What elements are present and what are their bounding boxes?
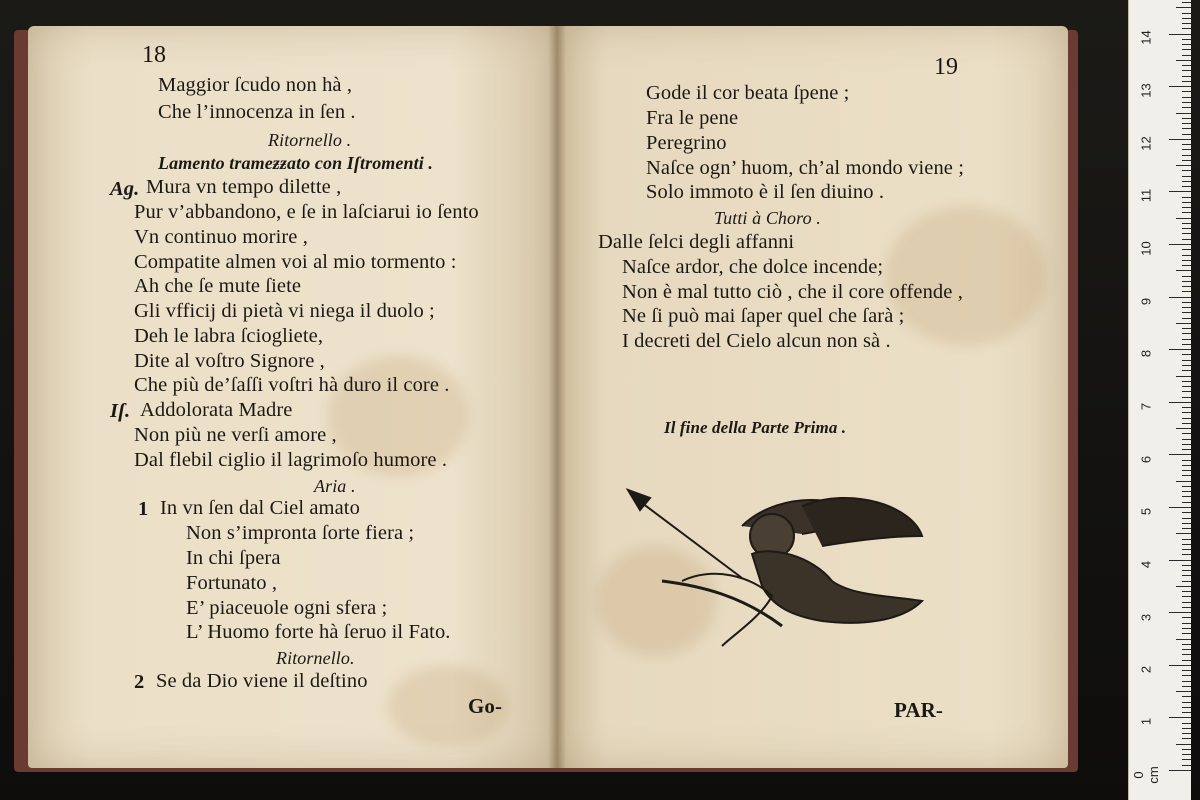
ruler-tick bbox=[1182, 55, 1191, 56]
ruler-tick bbox=[1182, 312, 1191, 313]
ruler-tick bbox=[1182, 570, 1191, 571]
ruler-tick bbox=[1182, 23, 1191, 24]
ruler-tick bbox=[1182, 70, 1191, 71]
ruler-mark: 8 bbox=[1138, 349, 1154, 358]
text-line: Gli vfficij di pietà vi niega il duolo ; bbox=[134, 300, 435, 322]
ruler-tick bbox=[1182, 512, 1191, 513]
stanza-number: 2 bbox=[134, 671, 145, 693]
ruler-tick bbox=[1182, 176, 1191, 177]
ruler-tick bbox=[1182, 160, 1191, 161]
ruler-tick bbox=[1182, 575, 1191, 576]
text-line: Che l’innocenza in ſen . bbox=[158, 101, 356, 123]
ruler-tick bbox=[1182, 738, 1191, 739]
ruler-tick bbox=[1182, 496, 1191, 497]
ruler-tick bbox=[1182, 186, 1191, 187]
ruler-tick bbox=[1182, 696, 1191, 697]
catchword: PAR- bbox=[894, 698, 943, 722]
text-line: Deh le labra ſciogliete, bbox=[134, 325, 324, 347]
text-line: Dite al voſtro Signore , bbox=[134, 350, 325, 372]
ruler-tick bbox=[1182, 607, 1191, 608]
text-line: Ne ſi può mai ſaper quel che ſarà ; bbox=[622, 305, 905, 327]
page-number-left: 18 bbox=[142, 42, 166, 68]
ruler-tick bbox=[1182, 223, 1191, 224]
text-line: In vn ſen dal Ciel amato bbox=[160, 497, 360, 519]
ruler-tick bbox=[1182, 265, 1191, 266]
ruler-tick bbox=[1182, 181, 1191, 182]
ruler-tick bbox=[1182, 381, 1191, 382]
ruler-tick bbox=[1182, 660, 1191, 661]
ruler-tick bbox=[1176, 323, 1191, 324]
ruler-tick bbox=[1182, 412, 1191, 413]
ruler-mark: 10 bbox=[1138, 241, 1154, 256]
ruler-tick bbox=[1182, 765, 1191, 766]
ruler-tick bbox=[1182, 233, 1191, 234]
ruler-tick bbox=[1169, 297, 1191, 298]
ruler-tick bbox=[1182, 444, 1191, 445]
ruler-tick bbox=[1182, 518, 1191, 519]
text-line: Naſce ogn’ huom, ch’al mondo viene ; bbox=[646, 157, 965, 179]
ruler-tick bbox=[1182, 733, 1191, 734]
ruler-mark: 1 bbox=[1138, 717, 1154, 726]
ruler-tick bbox=[1182, 118, 1191, 119]
text-line: I decreti del Cielo alcun non sà . bbox=[622, 330, 891, 352]
ruler-tick bbox=[1182, 528, 1191, 529]
ruler-tick bbox=[1182, 339, 1191, 340]
ruler-tick bbox=[1169, 770, 1191, 771]
ruler-tick bbox=[1182, 123, 1191, 124]
ruler-tick bbox=[1182, 602, 1191, 603]
text-line: E’ piaceuole ogni sfera ; bbox=[186, 597, 388, 619]
speaker-label: Iſ. bbox=[110, 400, 131, 422]
ruler-tick bbox=[1182, 681, 1191, 682]
ruler-tick bbox=[1182, 465, 1191, 466]
ruler-tick bbox=[1182, 623, 1191, 624]
ruler-tick bbox=[1182, 581, 1191, 582]
text-line: Peregrino bbox=[646, 132, 727, 154]
ruler-tick bbox=[1176, 376, 1191, 377]
ruler-tick bbox=[1182, 617, 1191, 618]
ruler-tick bbox=[1176, 744, 1191, 745]
ruler-tick bbox=[1182, 386, 1191, 387]
ruler-tick bbox=[1182, 149, 1191, 150]
ruler-tick bbox=[1182, 686, 1191, 687]
ruler-tick bbox=[1182, 328, 1191, 329]
ruler-tick bbox=[1182, 644, 1191, 645]
ruler-tick bbox=[1182, 749, 1191, 750]
ruler-tick bbox=[1182, 486, 1191, 487]
ruler-mark: 12 bbox=[1138, 136, 1154, 151]
ruler-tick bbox=[1182, 633, 1191, 634]
ruler-tick bbox=[1182, 397, 1191, 398]
ruler-tick bbox=[1182, 702, 1191, 703]
ruler-tick bbox=[1176, 218, 1191, 219]
ruler-tick bbox=[1182, 97, 1191, 98]
ruler-tick bbox=[1182, 197, 1191, 198]
ruler-tick bbox=[1176, 481, 1191, 482]
ruler-tick bbox=[1182, 249, 1191, 250]
ruler-tick bbox=[1182, 76, 1191, 77]
ruler-tick bbox=[1176, 60, 1191, 61]
ruler-mark: 5 bbox=[1138, 507, 1154, 516]
ruler-tick bbox=[1182, 539, 1191, 540]
stanza-number: 1 bbox=[138, 498, 149, 520]
text-line: Che più de’ſaſſi voſtri hà duro il core . bbox=[134, 374, 450, 396]
ruler-tick bbox=[1169, 349, 1191, 350]
ruler-tick bbox=[1169, 191, 1191, 192]
right-page bbox=[556, 26, 1068, 768]
ruler-mark: 13 bbox=[1138, 83, 1154, 98]
ruler-tick bbox=[1169, 86, 1191, 87]
ruler-tick bbox=[1176, 113, 1191, 114]
ruler-tick bbox=[1182, 360, 1191, 361]
ruler-tick bbox=[1182, 307, 1191, 308]
ruler-tick bbox=[1182, 591, 1191, 592]
ruler-tick bbox=[1182, 49, 1191, 50]
section-heading: Ritornello. bbox=[276, 648, 355, 668]
ruler-tick bbox=[1182, 260, 1191, 261]
section-heading: Lamento trameƶƶato con Iſtromenti . bbox=[158, 153, 434, 173]
ruler-tick bbox=[1182, 144, 1191, 145]
ruler-mark: 4 bbox=[1138, 560, 1154, 569]
book-gutter bbox=[548, 26, 566, 768]
ruler-tick bbox=[1182, 39, 1191, 40]
ruler-tick bbox=[1182, 502, 1191, 503]
text-line: Addolorata Madre bbox=[140, 399, 293, 421]
text-line: Maggior ſcudo non hà , bbox=[158, 74, 353, 96]
ruler-mark: 7 bbox=[1138, 402, 1154, 411]
ruler-tick bbox=[1182, 134, 1191, 135]
ruler-tick bbox=[1182, 554, 1191, 555]
ruler-tick bbox=[1169, 454, 1191, 455]
text-line: Naſce ardor, che dolce incende; bbox=[622, 256, 884, 278]
ruler-tick bbox=[1182, 170, 1191, 171]
ruler-tick bbox=[1176, 7, 1191, 8]
end-note: Il fine della Parte Prima . bbox=[664, 418, 847, 437]
ruler-tick bbox=[1182, 418, 1191, 419]
text-line: Vn continuo morire , bbox=[134, 226, 308, 248]
ruler-tick bbox=[1176, 586, 1191, 587]
ruler-tick bbox=[1182, 281, 1191, 282]
text-line: Gode il cor beata ſpene ; bbox=[646, 82, 850, 104]
section-heading: Aria . bbox=[314, 476, 356, 496]
ruler-tick bbox=[1182, 370, 1191, 371]
text-line: Non è mal tutto ciò , che il core offende , bbox=[622, 281, 963, 303]
text-line: Fra le pene bbox=[646, 107, 739, 129]
ruler-tick bbox=[1182, 407, 1191, 408]
ruler-tick bbox=[1182, 654, 1191, 655]
ruler-tick bbox=[1182, 754, 1191, 755]
ruler-tick bbox=[1182, 28, 1191, 29]
ruler-tick bbox=[1182, 302, 1191, 303]
ruler-tick bbox=[1182, 65, 1191, 66]
section-heading: Tutti à Choro . bbox=[714, 208, 821, 228]
ruler-tick bbox=[1182, 475, 1191, 476]
ruler-tick bbox=[1182, 18, 1191, 19]
ruler-tick bbox=[1182, 470, 1191, 471]
ruler-tick bbox=[1182, 628, 1191, 629]
text-line: Fortunato , bbox=[186, 572, 278, 594]
ruler-tick bbox=[1182, 354, 1191, 355]
ruler-tick bbox=[1182, 344, 1191, 345]
ruler-tick bbox=[1182, 723, 1191, 724]
ruler-tick bbox=[1182, 128, 1191, 129]
ruler-mark: 6 bbox=[1138, 455, 1154, 464]
ruler-tick bbox=[1182, 391, 1191, 392]
ruler-tick bbox=[1182, 107, 1191, 108]
ruler-tick bbox=[1176, 270, 1191, 271]
ruler-tick bbox=[1182, 712, 1191, 713]
ruler-tick bbox=[1182, 13, 1191, 14]
text-line: Se da Dio viene il deſtino bbox=[156, 670, 368, 692]
ruler-tick bbox=[1182, 670, 1191, 671]
ruler-tick bbox=[1182, 2, 1191, 3]
text-line: Non più ne verſi amore , bbox=[134, 424, 337, 446]
ruler-tick bbox=[1176, 165, 1191, 166]
ruler-tick bbox=[1182, 433, 1191, 434]
measurement-ruler bbox=[1128, 0, 1191, 800]
ruler-tick bbox=[1182, 491, 1191, 492]
ruler-tick bbox=[1182, 728, 1191, 729]
ruler-mark: 9 bbox=[1138, 297, 1154, 306]
ruler-tick bbox=[1176, 428, 1191, 429]
ruler-tick bbox=[1182, 596, 1191, 597]
ruler-mark: 11 bbox=[1138, 188, 1154, 203]
ruler-tick bbox=[1182, 155, 1191, 156]
ruler-unit: 0 cm bbox=[1131, 766, 1161, 784]
text-line: Non s’impronta ſorte fiera ; bbox=[186, 522, 415, 544]
ruler-tick bbox=[1182, 239, 1191, 240]
ruler-tick bbox=[1182, 449, 1191, 450]
ruler-tick bbox=[1182, 759, 1191, 760]
speaker-label: Ag. bbox=[110, 178, 140, 200]
ruler-tick bbox=[1182, 81, 1191, 82]
ruler-tick bbox=[1176, 639, 1191, 640]
text-line: L’ Huomo forte hà ſeruo il Fato. bbox=[186, 621, 451, 643]
ruler-tick bbox=[1182, 649, 1191, 650]
text-line: Mura vn tempo dilette , bbox=[146, 176, 342, 198]
ruler-tick bbox=[1182, 318, 1191, 319]
ruler-tick bbox=[1176, 533, 1191, 534]
ruler-tick bbox=[1169, 244, 1191, 245]
ruler-mark: 3 bbox=[1138, 613, 1154, 622]
ruler-tick bbox=[1182, 439, 1191, 440]
ruler-mark: 14 bbox=[1138, 30, 1154, 45]
text-line: Solo immoto è il ſen diuino . bbox=[646, 181, 885, 203]
ruler-tick bbox=[1169, 402, 1191, 403]
ruler-tick bbox=[1182, 460, 1191, 461]
ruler-tick bbox=[1169, 612, 1191, 613]
cherub-woodcut-image bbox=[622, 486, 932, 654]
ruler-tick bbox=[1169, 560, 1191, 561]
ruler-tick bbox=[1182, 333, 1191, 334]
ruler-tick bbox=[1182, 707, 1191, 708]
ruler-tick bbox=[1182, 523, 1191, 524]
ruler-tick bbox=[1169, 139, 1191, 140]
ruler-tick bbox=[1182, 365, 1191, 366]
text-line: Dalle ſelci degli affanni bbox=[598, 231, 795, 253]
ruler-tick bbox=[1182, 255, 1191, 256]
ruler-tick bbox=[1169, 665, 1191, 666]
ruler-tick bbox=[1182, 202, 1191, 203]
ruler-tick bbox=[1182, 544, 1191, 545]
section-heading: Ritornello . bbox=[268, 130, 352, 150]
ruler-tick bbox=[1169, 507, 1191, 508]
ruler-tick bbox=[1182, 549, 1191, 550]
text-line: Dal flebil ciglio il lagrimoſo humore . bbox=[134, 449, 448, 471]
text-line: Ah che ſe mute ſiete bbox=[134, 275, 302, 297]
ruler-tick bbox=[1182, 675, 1191, 676]
text-line: Pur v’abbandono, e ſe in laſciarui io ſento bbox=[134, 201, 479, 223]
ruler-tick bbox=[1182, 291, 1191, 292]
ruler-tick bbox=[1182, 44, 1191, 45]
ruler-tick bbox=[1182, 423, 1191, 424]
ruler-tick bbox=[1169, 34, 1191, 35]
ruler-tick bbox=[1182, 565, 1191, 566]
ruler-mark: 2 bbox=[1138, 665, 1154, 674]
text-line: Compatite almen voi al mio tormento : bbox=[134, 251, 457, 273]
ruler-tick bbox=[1182, 91, 1191, 92]
ruler-tick bbox=[1182, 286, 1191, 287]
ruler-tick bbox=[1182, 212, 1191, 213]
text-line: In chi ſpera bbox=[186, 547, 281, 569]
ruler-tick bbox=[1182, 102, 1191, 103]
page-number-right: 19 bbox=[934, 54, 958, 80]
ruler-tick bbox=[1176, 691, 1191, 692]
ruler-tick bbox=[1182, 207, 1191, 208]
ruler-tick bbox=[1182, 228, 1191, 229]
catchword: Go- bbox=[468, 694, 503, 718]
ruler-tick bbox=[1169, 717, 1191, 718]
ruler-tick bbox=[1182, 276, 1191, 277]
